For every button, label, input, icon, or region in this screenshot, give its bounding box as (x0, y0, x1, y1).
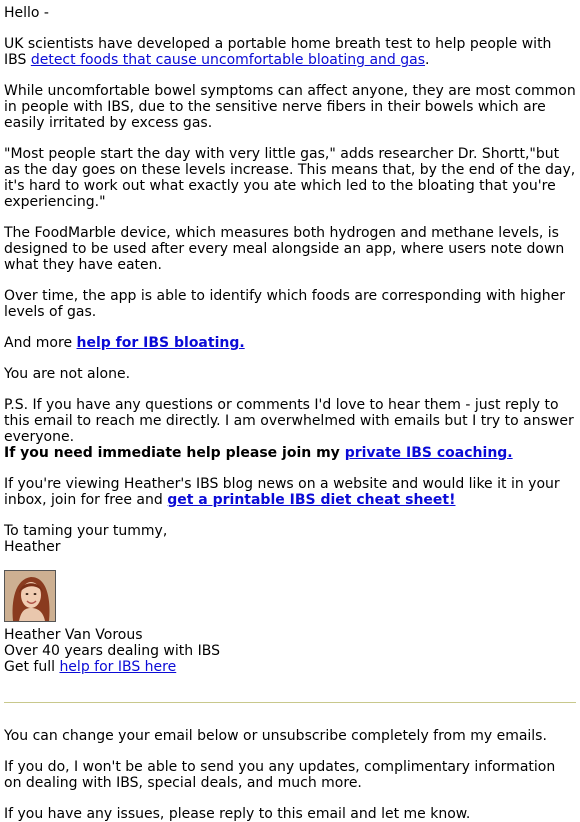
detect-foods-link[interactable]: detect foods that cause uncomfortable bloating and gas (30, 52, 426, 68)
ibs-help-link[interactable]: help for IBS here (59, 659, 177, 675)
footer-warning: If you do, I won't be able to send you any updates, complimentary information on dealing with IBS, special deals, and much more. (4, 759, 556, 791)
paragraph-ps (4, 397, 576, 461)
signoff-name: Heather (4, 539, 61, 555)
signature-name: Heather Van Vorous (4, 627, 143, 643)
inbox-text: If you're viewing Heather's IBS blog news on a website and would like it in your inbox, join for free and (4, 476, 560, 508)
divider (4, 702, 576, 703)
paragraph-intro (4, 36, 576, 68)
signature-help (4, 659, 576, 675)
footer-change-email: You can change your email below or unsubscribe completely from my emails. (4, 728, 547, 744)
paragraph-symptoms: While uncomfortable bowel symptoms can affect anyone, they are most common in people with IBS, due to the sensitive nerve fibers in their bowels which are easily irritated by excess gas. (4, 83, 576, 131)
ps-text: P.S. If you have any questions or comments I'd love to hear them - just reply to this email to reach me directly. I am overwhelmed with emails but I try to answer everyone. (4, 397, 574, 445)
paragraph-app: Over time, the app is able to identify which foods are corresponding with higher levels of gas. (4, 288, 565, 320)
paragraph-not-alone: You are not alone. (4, 366, 131, 382)
footer (4, 728, 576, 822)
email-body (0, 5, 580, 822)
paragraph-quote: "Most people start the day with very little gas," adds researcher Dr. Shortt,"but as the day goes on these levels increase. This means that, by the end of the day, it's hard to work out what exactly you ate which led to the bloating that you're experiencing." (4, 146, 576, 210)
paragraph-more-help (4, 335, 576, 351)
signature-help-text: Get full (4, 659, 60, 675)
signature-tagline: Over 40 years dealing with IBS (4, 643, 220, 659)
paragraph-inbox (4, 476, 576, 508)
paragraph-device: The FoodMarble device, which measures both hydrogen and methane levels, is designed to be used after every meal alongside an app, where users note down what they have eaten. (4, 225, 565, 273)
intro-text: UK scientists have developed a portable home breath test to help people with IBS (4, 36, 552, 68)
more-help-text: And more (4, 335, 77, 351)
portrait-image (5, 571, 55, 621)
coaching-link[interactable]: private IBS coaching. (344, 445, 513, 461)
closing-line: To taming your tummy, (4, 523, 168, 539)
cheat-sheet-link[interactable]: get a printable IBS diet cheat sheet! (167, 492, 456, 508)
bloating-help-link[interactable]: help for IBS bloating. (76, 335, 245, 351)
avatar (4, 570, 56, 622)
closing (4, 523, 576, 555)
footer-issues: If you have any issues, please reply to this email and let me know. (4, 806, 471, 822)
signature-block (4, 570, 576, 675)
greeting: Hello - (4, 5, 49, 21)
ps-bold-text: If you need immediate help please join my (4, 445, 345, 461)
intro-end: . (425, 52, 430, 68)
